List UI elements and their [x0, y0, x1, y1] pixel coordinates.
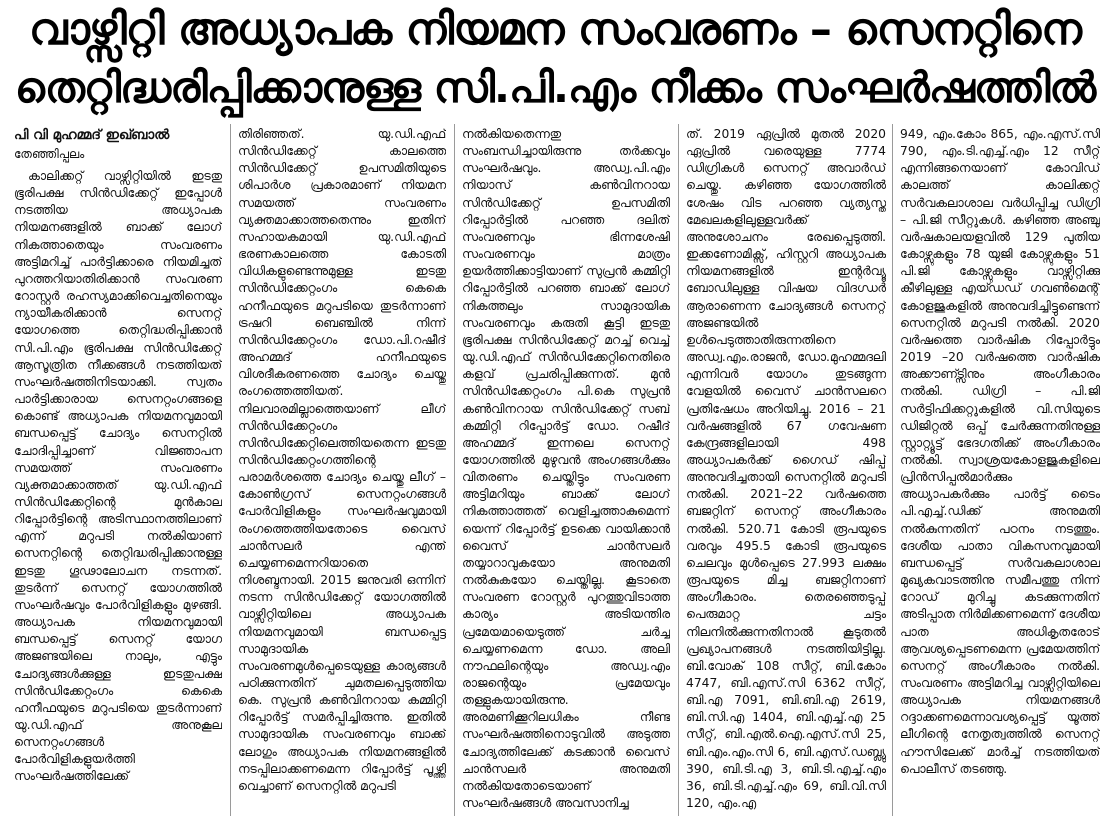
article-column-3: [462, 126, 670, 816]
column-4-text: ത്. 2019 ഏപ്രിൽ മുതൽ 2020 ഏപ്രിൽ വരെയുള്ള 7774 ഡിഗ്രികൾ സെനറ്റ് അവാർഡ് ചെയ്തു. കഴിഞ്ഞ യോഗത്തിൽ ശേഷം വിട പറഞ്ഞ വ്യത്യസ്ത മേഖലകളിലുള്ളവർക്ക് അനുശോചനം രേഖപ്പെടുത്തി. ഇക്കണോമിക്സ്, ഹിസ്റ്ററി അധ്യാപക നിയമനങ്ങളിൽ ഇന്റർവ്യൂ ബോഡിലുള്ള വിഷയ വിദഗ്ധർ ആരാണെന്ന ചോദ്യങ്ങൾ സെനറ്റ് അജണ്ടയിൽ ഉൾപെടുത്താതിരുന്നതിനെ അഡ്വ.എം.രാജൻ, ഡോ.മുഹമ്മദലി എന്നിവർ യോഗം തുടങ്ങുന്ന വേളയിൽ വൈസ് ചാൻസലറെ പ്രതിഷേധം അറിയിച്ചു. 2016 – 21 വർഷങ്ങളിൽ 67 ഗവേഷണ കേന്ദ്രങ്ങളിലായി 498 അധ്യാപകർക്ക് ഗൈഡ് ഷിപ്പ് അനുവദിച്ചതായി സെനറ്റിൽ മറുപടി നൽകി. 2021–22 വർഷത്തെ ബജറ്റിന് സെനറ്റ് അംഗീകാരം നൽകി. 520.71 കോടി രൂപയുടെ വരവും 495.5 കോടി രൂപയുടെ ചെലവും മുൾപ്പെടെ 27.993 ലക്ഷം രൂപയുടെ മിച്ച ബജറ്റിനാണ് അംഗീകാരം. തെരഞ്ഞെടുപ്പ് പെരുമാറ്റ ചട്ടം നിലനിൽക്കുന്നതിനാൽ കൂടുതൽ പ്രഖ്യാപനങ്ങൾ നടത്തിയിട്ടില്ല. ബി.വോക് 108 സീറ്റ്, ബി.കോം 4747, ബി.എസ്.സി 6362 സീറ്റ്, ബി.എ 7091, ബി.ബി.എ 2619, ബി.സി.എ 1404, ബി.എച്ച്.എ 25 സീറ്റ്, ബി.എൽ.ഐ.എസ്.സി 25, ബി.എം.എം.സി 6, ബി.എസ്.ഡബ്ല്യു 390, ബി.ടി.എ 3, ബി.ടി.എച്ച്.എം 36, ബി.ടി.എച്ച്.എം 69, ബി.വി.സി 120, എം.എ: [686, 127, 886, 811]
dateline: തേഞ്ഞിപ്പലം: [14, 147, 85, 161]
column-2-text: തിരിഞ്ഞത്. യു.ഡി.എഫ് സിൻഡിക്കേറ്റ് കാലത്തെ സിൻഡിക്കേറ്റ് ഉപസമിതിയുടെ ശിപാർശ പ്രകാരമാണ് നിയമന സമയത്ത് സംവരണം വ്യക്തമാക്കാത്തതെന്നും ഇതിന് സഹായകമായി യു.ഡി.എഫ് ഭരണകാലത്തെ കോടതി വിധികളുണ്ടെന്നുമുള്ള ഇടതു സിൻഡിക്കേറ്റംഗം കെകെ ഹനീഫയുടെ മറുപടിയെ തുടർന്നാണ് ട്രഷറി ബെഞ്ചിൽ നിന്ന് സിൻഡിക്കേറ്റംഗം ഡോ.പി.റഷീദ് അഹമ്മദ് ഹനീഫയുടെ വിശദീകരണത്തെ ചോദ്യം ചെയ്തു രംഗത്തെത്തിയത്. നിലവാരമില്ലാത്തെയാണ് ലീഗ് സിൻഡിക്കേറ്റംഗം സിൻഡിക്കേറ്റിലെത്തിയതെന്ന ഇടതു സിൻഡിക്കേറ്റംഗത്തിന്റെ പരാമർശത്തെ ചോദ്യം ചെയ്തു ലീഗ് – കോൺഗ്രസ് സെനറ്റംഗങ്ങൾ പോർവിളികളും സംഘർഷവുമായി രംഗത്തെത്തിയതോടെ വൈസ് ചാൻസലർ എന്ത് ചെയ്യണമെന്നറിയാതെ നിശബ്ദനായി. 2015 ജനുവരി ഒന്നിന് നടന്ന സിൻഡിക്കേറ്റ് യോഗത്തിൽ വാഴ്സിറ്റിയിലെ അധ്യാപക നിയമനവുമായി ബന്ധപ്പെട്ട സാമുദായിക സംവരണമുൾപ്പെടെയുള്ള കാര്യങ്ങൾ പഠിക്കുന്നതിന് ചുമതലപ്പെടുത്തിയ കെ. സുപ്രൻ കൺവിനറായ കമ്മിറ്റി റിപ്പോർട്ട് സമർപ്പിച്ചിരുന്നു. ഇതിൽ സാമുദായിക സംവരണവും ബാക്ക് ലോഗും അധ്യാപക നിയമനങ്ങളിൽ നടപ്പിലാക്കണമെന്ന റിപ്പോർട്ട് പൂഴ്ത്തി വെച്ചാണ് സെനറ്റിൽ മറുപടി: [238, 127, 446, 793]
article-column-4: [686, 126, 886, 816]
column-divider: [892, 124, 893, 816]
column-1-text: കാലിക്കറ്റ് വാഴ്സിറ്റിയിൽ ഇടതു ഭൂരിപക്ഷ സിൻഡിക്കേറ്റ് ഇപ്പോൾ നടത്തിയ അധ്യാപക നിയമനങ്ങളിൽ ബാക്ക് ലോഗ് നികത്താതെയും സംവരണം അട്ടിമറിച്ച് പാർട്ടിക്കാരെ നിയമിച്ചത് പുറത്തറിയാതിരിക്കാൻ സംവരണ റോസ്റ്റർ രഹസ്യമാക്കിവെച്ചതിനെയും ന്യായീകരിക്കാൻ സെനറ്റ് യോഗത്തെ തെറ്റിദ്ധരിപ്പിക്കാൻ സി.പി.എം ഭൂരിപക്ഷ സിൻഡിക്കേറ്റ് ആസൂത്രിത നീക്കങ്ങൾ നടത്തിയത് സംഘർഷത്തിനിടയാക്കി. സ്വതം പാർട്ടിക്കാരായ സെനറ്റംഗങ്ങളെ കൊണ്ട് അധ്യാപക നിയമനവുമായി ബന്ധപ്പെട്ട് ചോദ്യം സെനറ്റിൽ ചോദിപ്പിച്ചാണ് വിജ്ഞാപന സമയത്ത് സംവരണം വ്യക്തമാക്കാത്തത് യു.ഡി.എഫ് സിൻഡിക്കേറ്റിന്റെ മുൻകാല റിപ്പോർട്ടിന്റെ അടിസ്ഥാനത്തിലാണ് എന്ന് മറുപടി നൽകിയാണ് സെനറ്റിന്റെ തെറ്റിദ്ധരിപ്പിക്കാനുള്ള ഇടതു ഗൂഢാലോചന നടന്നത്. തുടർന്ന് സെനറ്റ് യോഗത്തിൽ സംഘർഷവും പോർവിളികളും മുഴങ്ങി. അധ്യാപക നിയമനവുമായി ബന്ധപ്പെട്ട് സെനറ്റ് യോഗ അജണ്ടയിലെ നാലും, എട്ടും ചോദ്യങ്ങൾക്കുള്ള ഇടതുപക്ഷ സിൻഡിക്കേറ്റംഗം കെകെ ഹനീഫയുടെ മറുപടിയെ തുടർന്നാണ് യു.ഡി.എഫ് അനുകൂല സെനറ്റംഗങ്ങൾ പോർവിളികളുയർത്തി സംഘർഷത്തിലേക്ക്: [14, 169, 222, 784]
column-5-text: 949, എം.കോം 865, എം.എസ്.സി 790, എം.ടി.എച്ച്.എം 12 സീറ്റ് എന്നിങ്ങനെയാണ് കോവിഡ് കാലത്ത് കാലിക്കറ്റ് സർവകലാശാല വർധിപ്പിച്ച ഡിഗ്രി – പി.ജി സീറ്റുകൾ. കഴിഞ്ഞ അഞ്ചു വർഷകാലയളവിൽ 129 പുതിയ കോഴ്സുകളും 78 യുജി കോഴ്സുകളും 51 പി.ജി കോഴ്സുകളും വാഴ്സിറ്റിക്കു കീഴിലുള്ള എയ്ഡഡ് ഗവൺമെന്റ് കോളജുകളിൽ അനുവദിച്ചിട്ടുണ്ടെന്ന് സെനറ്റിൽ മറുപടി നൽകി. 2020 വർഷത്തെ വാർഷിക റിപ്പോർട്ടും 2019 –20 വർഷത്തെ വാർഷിക അക്കൗണ്ട്സിനും അംഗീകാരം നൽകി. ഡിഗ്രി – പി.ജി സർട്ടിഫിക്കറ്റുകളിൽ വി.സിയുടെ ഡിജിറ്റൽ ഒപ്പ് ചേർക്കുന്നതിനുള്ള സ്റ്റാറ്റ്യൂട്ട് ഭേദഗതിക്ക് അംഗീകാരം നൽകി. സ്വാശ്രയകോളജുകളിലെ പ്രിൻസിപ്പൽമാർക്കും അധ്യാപകർക്കും പാർട്ട് ടൈം പി.എച്ച്.ഡിക്ക് അനുമതി നൽകുന്നതിന് പഠനം നടത്തും. ദേശീയ പാതാ വികസനവുമായി ബന്ധപ്പെട്ട് സർവകലാശാല മുഖ്യകവാടത്തിനു സമീപത്തു നിന്ന് റോഡ് മുറിച്ചു കടക്കുന്നതിന് അടിപ്പാത നിർമിക്കണമെന്ന് ദേശീയ പാത അധികൃതരോട് ആവശ്യപ്പെടണമെന്ന പ്രമേയത്തിന് സെനറ്റ് അംഗീകാരം നൽകി. സംവരണം അട്ടിമറിച്ച വാഴ്സിറ്റിയിലെ അധ്യാപക നിയമനങ്ങൾ റദ്ദാക്കണമെന്നാവശ്യപ്പെട്ട് യൂത്ത് ലീഗിന്റെ നേതൃത്വത്തിൽ സെനറ്റ് ഹൗസിലേക്ക് മാർച്ച് നടത്തിയത് പൊലീസ് തടഞ്ഞു.: [900, 127, 1100, 776]
article-column-1: [14, 126, 222, 816]
headline-line-2: തെറ്റിദ്ധരിപ്പിക്കാനുള്ള സി.പി.എം നീക്കം സംഘർഷത്തിൽ: [14, 63, 1096, 112]
article-column-2: [238, 126, 446, 816]
column-divider: [454, 124, 455, 816]
article-column-5: [900, 126, 1100, 816]
column-divider: [230, 124, 231, 816]
headline-line-1: വാഴ്സിറ്റി അധ്യാപക നിയമന സംവരണം – സെനറ്റിനെ: [29, 4, 1081, 55]
byline: പി വി മുഹമ്മദ് ഇഖ്ബാൽ: [14, 127, 170, 143]
column-divider: [678, 124, 679, 816]
column-3-text: നൽകിയതെന്നതു സംബന്ധിച്ചായിരുന്നു തർക്കവും സംഘർഷവും. അഡ്വ.പി.എം നിയാസ് കൺവിനറായ സിൻഡിക്കേറ്റ് ഉപസമിതി റിപ്പോർട്ടിൽ പറഞ്ഞ ദലിത് സംവരണവും ഭിന്നശേഷി സംവരണവും മാത്രം ഉയർത്തിക്കാട്ടിയാണ് സുപ്രൻ കമ്മിറ്റി റിപ്പോർട്ടിൽ പറഞ്ഞ ബാക്ക് ലോഗ് നികത്തലും സാമുദായിക സംവരണവും കരുതി കൂട്ടി ഇടതു ഭൂരിപക്ഷ സിൻഡിക്കേറ്റ് മറച്ച് വെച്ച് യു.ഡി.എഫ് സിൻഡിക്കേറ്റിനെതിരെ കളവ് പ്രചരിപ്പിക്കുന്നത്. മുൻ സിൻഡിക്കേറ്റംഗം പി.കെ സുപ്രൻ കൺവിനറായ സിൻഡിക്കേറ്റ് സബ് കമ്മിറ്റി റിപ്പോർട്ട് ഡോ. റഷീദ് അഹമ്മദ് ഇന്നലെ സെനറ്റ് യോഗത്തിൽ മുഴുവൻ അംഗങ്ങൾക്കും വിതരണം ചെയ്തിട്ടും സംവരണ അട്ടിമറിയും ബാക്ക് ലോഗ് നികത്താത്തത് വെളിച്ചത്താകുമെന്ന് യെന്ന് റിപ്പോർട്ട് ഉടക്കെ വായിക്കാൻ വൈസ് ചാൻസലർ തയ്യാറാവുകയോ അനുമതി നൽകുകയോ ചെയ്തില്ല. കൂടാതെ സംവരണ റോസ്റ്റർ പുറത്തുവിടാത്ത കാര്യം അടിയന്തിര പ്രമേയമായെടുത്ത് ചർച്ച ചെയ്യണമെന്ന ഡോ. അലി നൗഫലിന്റെയും അഡ്വ.എം രാജന്റെയും പ്രമേയവും തള്ളുകയായിരുന്നു. അരമണിക്കൂറിലധികം നീണ്ട സംഘർഷത്തിനൊടുവിൽ അടുത്ത ചോദ്യത്തിലേക്ക് കടക്കാൻ വൈസ് ചാൻസലർ അനുമതി നൽകിയതോടെയാണ് സംഘർഷങ്ങൾ അവസാനിച്ച: [462, 127, 670, 811]
